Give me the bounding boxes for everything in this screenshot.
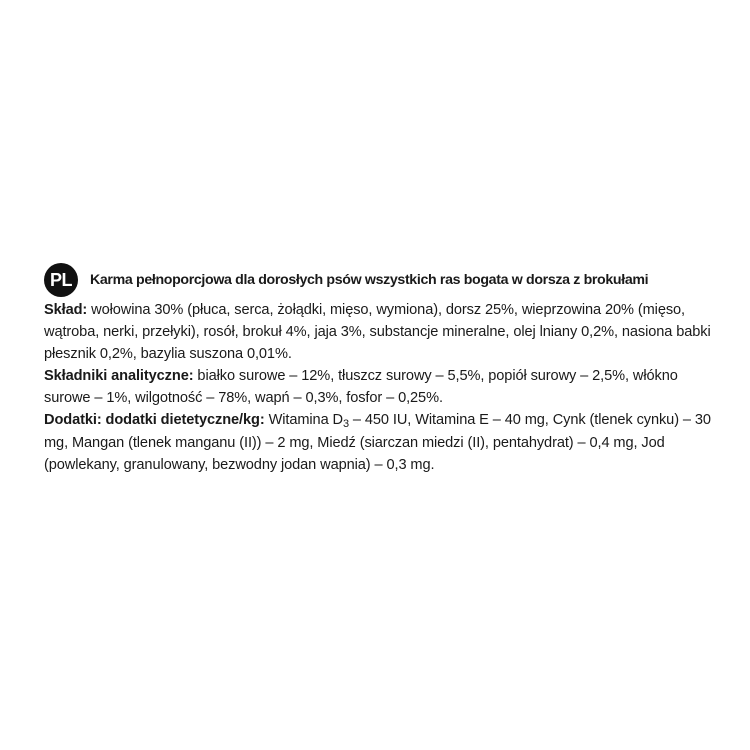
additives-text-start: Witamina D bbox=[264, 412, 343, 428]
composition-label: Skład: bbox=[44, 302, 88, 318]
composition-paragraph bbox=[44, 299, 724, 365]
additives-text-end: – 450 IU, Witamina E – 40 mg, Cynk (tlenek cynku) – 30 mg, Mangan (tlenek manganu (II)) – 2 mg, Miedź (siarczan miedzi (II), pentahydrat) – 0,4 mg, Jod (powlekany, granulowany, bezwodny jodan wapnia) – 0,3 mg. bbox=[44, 412, 711, 473]
additives-paragraph bbox=[44, 409, 724, 476]
analytical-label: Składniki analityczne: bbox=[44, 368, 194, 384]
composition-text: wołowina 30% (płuca, serca, żołądki, mięso, wymiona), dorsz 25%, wieprzowina 20% (mięso, wątroba, nerki, przełyki), rosół, brokuł 4%, jaja 3%, substancje mineralne, olej lniany 0,2%, nasiona babki płesznik 0,2%, bazylia suszona 0,01%. bbox=[44, 302, 711, 362]
additives-label: Dodatki: dodatki dietetyczne/kg: bbox=[44, 412, 265, 428]
product-title: Karma pełnoporcjowa dla dorosłych psów wszystkich ras bogata w dorsza z brokułami bbox=[90, 272, 649, 288]
language-badge: PL bbox=[44, 263, 78, 297]
vitamin-d-subscript: 3 bbox=[342, 417, 349, 430]
analytical-paragraph bbox=[44, 365, 724, 409]
product-label-text bbox=[44, 263, 724, 476]
analytical-text: białko surowe – 12%, tłuszcz surowy – 5,5%, popiół surowy – 2,5%, włókno surowe – 1%, wilgotność – 78%, wapń – 0,3%, fosfor – 0,25%. bbox=[44, 368, 678, 406]
heading-row bbox=[44, 263, 724, 297]
